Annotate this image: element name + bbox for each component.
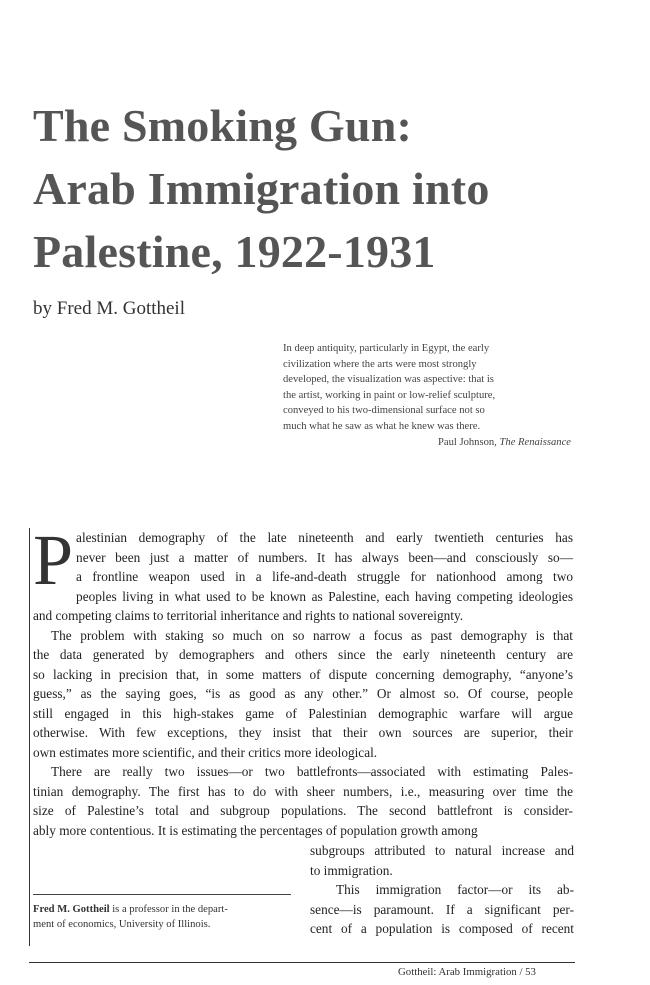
epigraph-work: The Renaissance	[499, 436, 571, 448]
article-body	[33, 520, 573, 840]
body-line: never been just a matter of numbers. It has always been—and consciously so—	[76, 549, 573, 565]
body-line: This immigration factor—or its ab-	[336, 882, 574, 897]
footnote-author-name: Fred M. Gottheil	[33, 904, 110, 915]
article-title	[33, 94, 623, 283]
body-line: alestinian demography of the late nineteenth and early twentieth centuries has	[76, 530, 573, 545]
body-line: own estimates more scientific, and their critics more ideological.	[33, 744, 378, 760]
footnote-line: ment of economics, University of Illinois.	[33, 918, 211, 930]
running-footer: Gottheil: Arab Immigration / 53	[398, 966, 536, 978]
drop-cap: P	[33, 520, 74, 600]
footnote-line	[33, 903, 291, 918]
footnote-text: is a professor in the depart-	[109, 904, 228, 915]
paragraph-3-continued	[310, 841, 574, 880]
body-line: There are really two issues—or two battlefronts—associated with estimating Pales-	[51, 764, 573, 779]
title-line: Arab Immigration into	[33, 163, 490, 214]
epigraph-line: much what he saw as what he knew was there.	[283, 420, 481, 432]
paragraph-3	[33, 762, 573, 840]
body-line: guess,” as the saying goes, “is as good as any other.” Or almost so. Of course, people	[33, 686, 573, 701]
epigraph-line: conveyed to his two-dimensional surface not so	[283, 405, 485, 417]
body-line: cent of a population is composed of recent	[310, 921, 574, 936]
body-line: peoples living in what used to be known as Palestine, each having competing ideologies	[76, 588, 573, 604]
epigraph-line: developed, the visualization was aspective: that is	[283, 374, 494, 386]
epigraph-author: Paul Johnson,	[437, 436, 497, 448]
body-line: ably more contentious. It is estimating the percentages of population growth among	[33, 822, 478, 838]
footnote-rule	[33, 894, 291, 895]
paragraph-2	[33, 626, 573, 763]
body-line: subgroups attributed to natural increase and	[310, 843, 574, 858]
epigraph	[283, 341, 583, 450]
title-line: The Smoking Gun:	[33, 100, 412, 151]
body-line: size of Palestine’s total and subgroup populations. The second battlefront is consider-	[33, 803, 573, 818]
left-margin-rule	[29, 528, 30, 946]
body-line: tinian demography. The first has to do with sheer numbers, i.e., measuring over time the	[33, 783, 573, 799]
body-line: The problem with staking so much on so narrow a focus as past demography is that	[51, 627, 573, 643]
author-footnote	[33, 903, 291, 932]
body-line: a frontline weapon used in a life-and-death struggle for nationhood among two	[76, 569, 573, 584]
paragraph-1	[33, 520, 573, 626]
epigraph-attribution	[283, 435, 583, 451]
title-line: Palestine, 1922-1931	[33, 226, 436, 277]
body-line: the data generated by demographers and others since the early nineteenth century are	[33, 647, 573, 662]
epigraph-line: civilization where the arts were most strongly	[283, 358, 477, 370]
body-line: to immigration.	[310, 862, 393, 878]
body-line: still engaged in this high-stakes game of Palestinian demographic warfare will argue	[33, 705, 573, 721]
body-line: sence—is paramount. If a significant per-	[310, 901, 574, 917]
footer-rule	[29, 962, 575, 963]
epigraph-line: the artist, working in paint or low-relief sculpture,	[283, 389, 496, 401]
body-line: so lacking in precision that, in some matters of dispute concerning demography, “anyone’s	[33, 666, 573, 682]
byline: by Fred M. Gottheil	[33, 298, 185, 319]
body-line: and competing claims to territorial inheritance and rights to national sovereignty.	[33, 608, 464, 623]
epigraph-line: In deep antiquity, particularly in Egypt, the early	[283, 343, 490, 354]
paragraph-4	[310, 880, 574, 939]
body-line: otherwise. With few exceptions, they insist that their own sources are superior, their	[33, 725, 573, 740]
